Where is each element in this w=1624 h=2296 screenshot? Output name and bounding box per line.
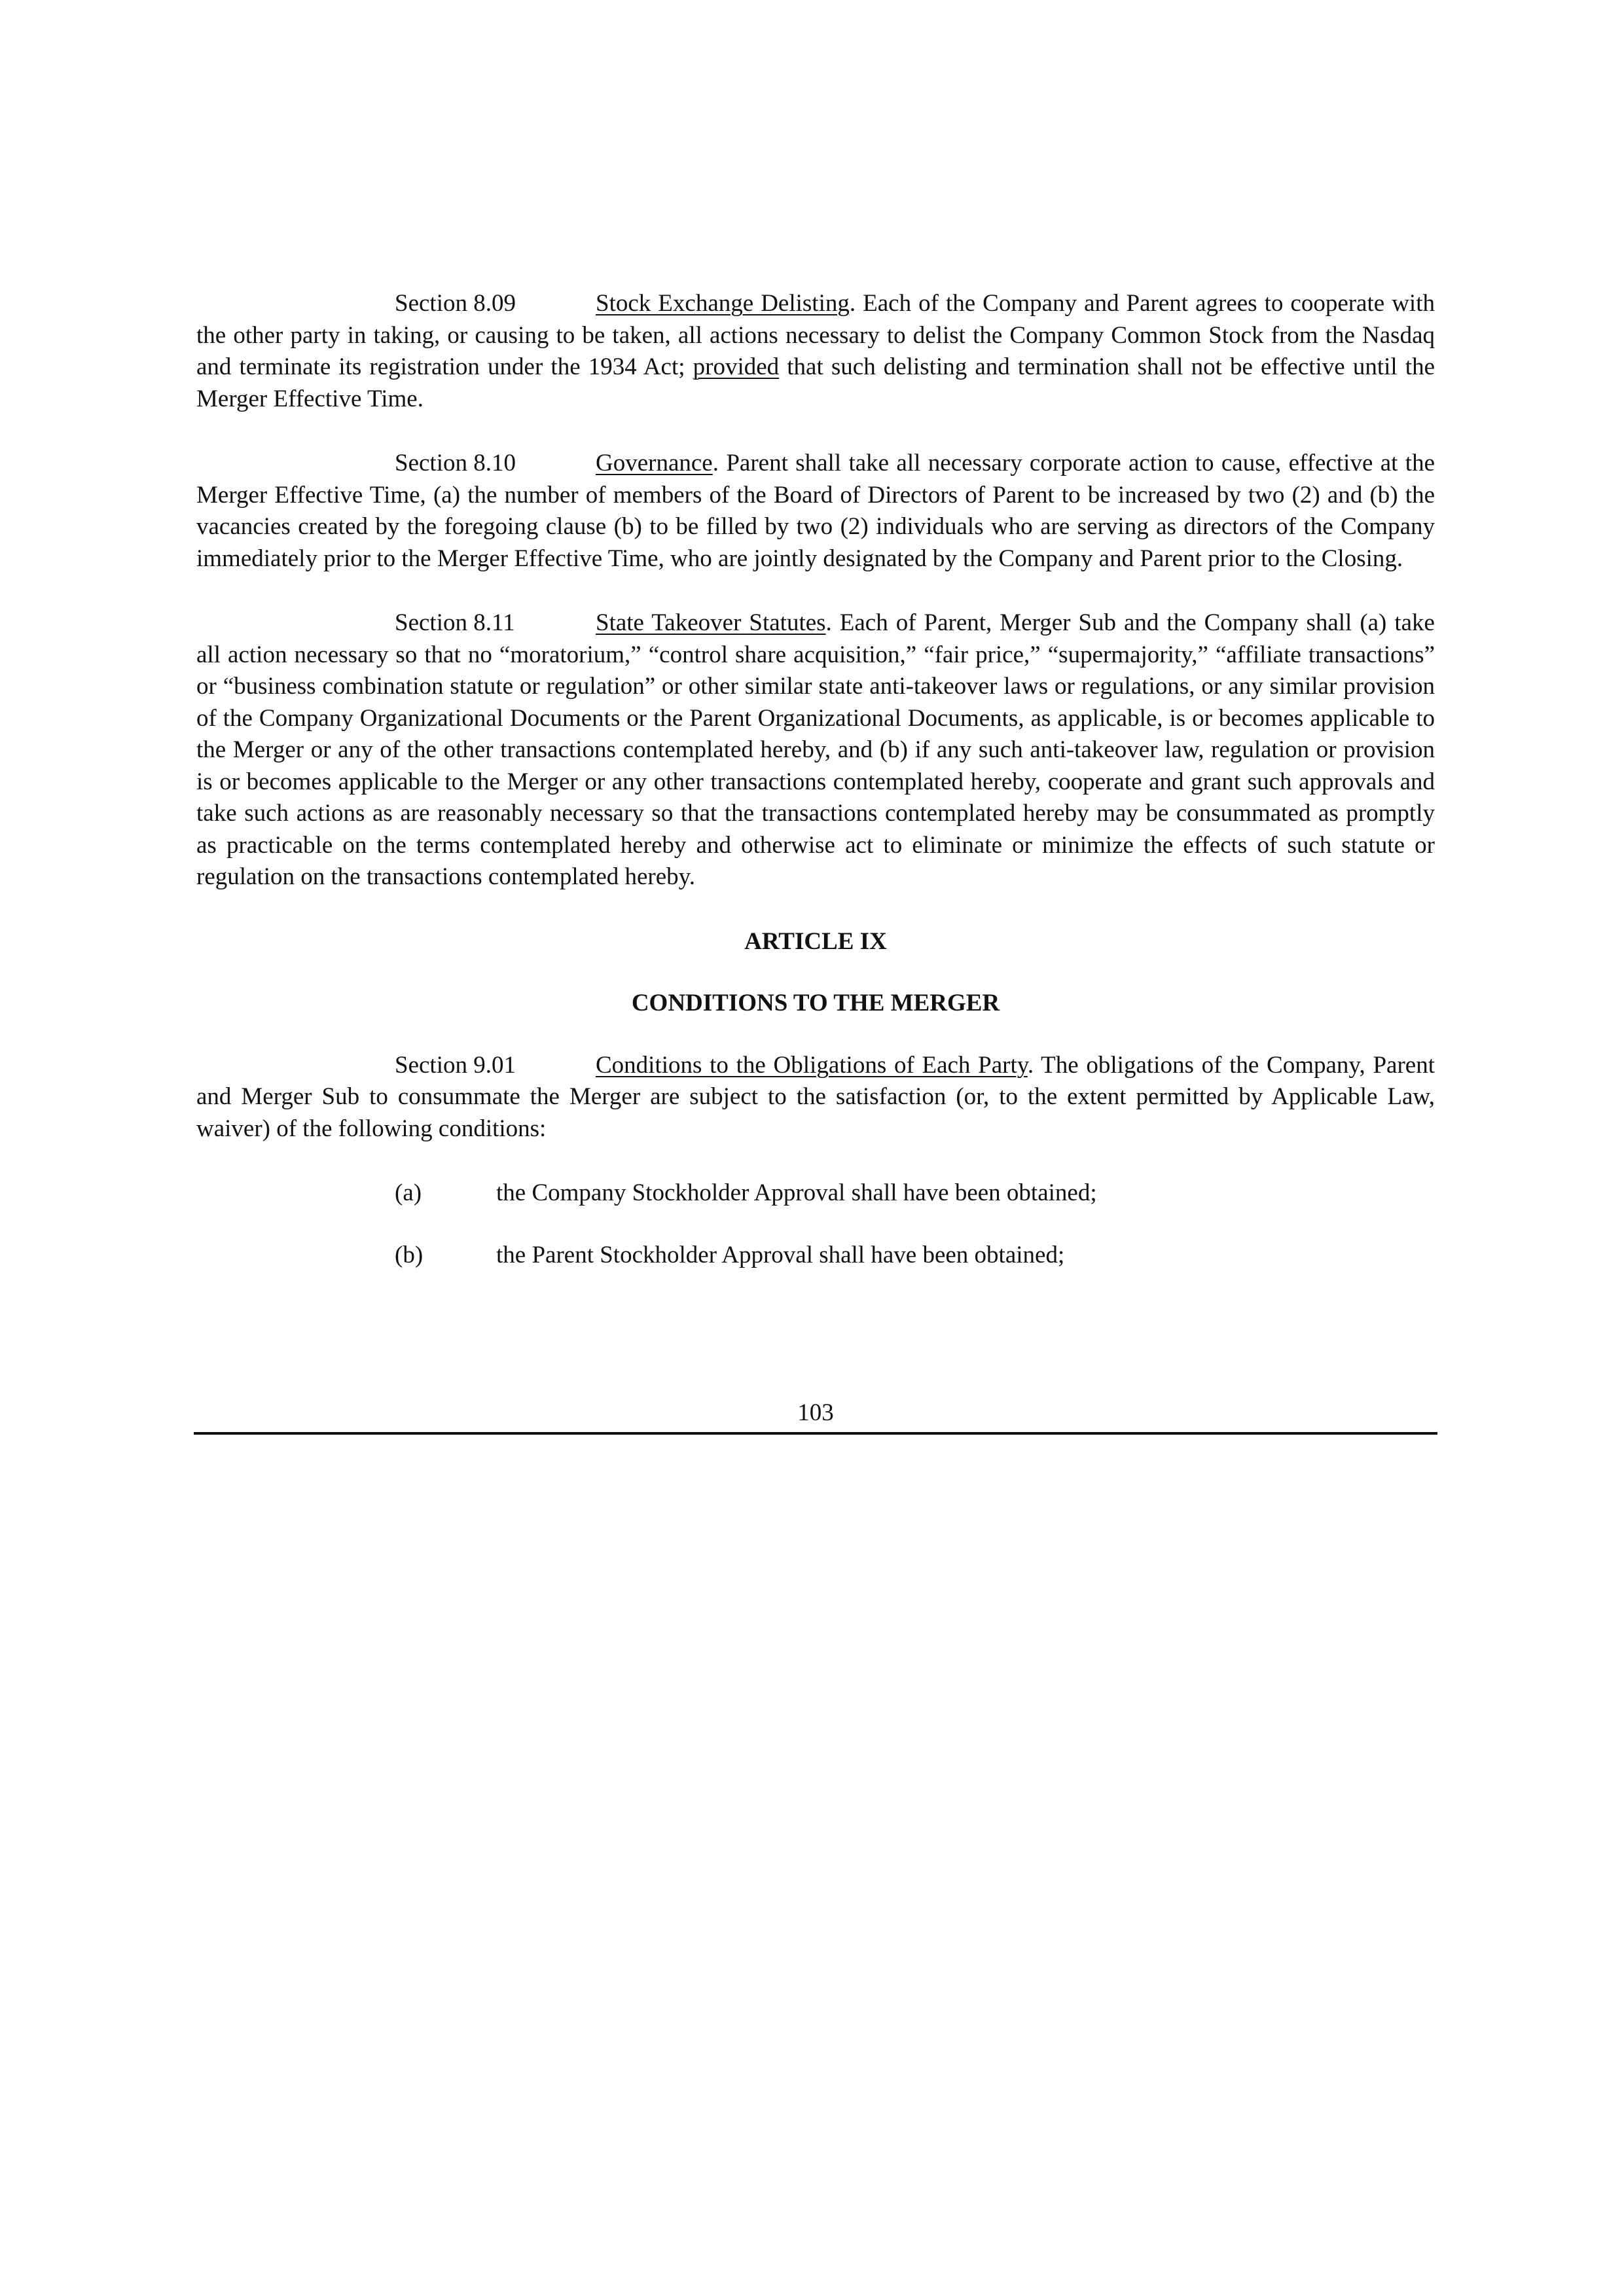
- section-body: . Each of Parent, Merger Sub and the Company shall (a) take all action necessary so that no “moratorium,” “control share acquisition,” “fair price,” “supermajority,” “affiliate transactions” or “business combination statute or regulation” or other similar state anti-takeover laws or regulations, or any similar provision of the Company Organizational Documents or the Parent Organizational Documents, as applicable, is or becomes applicable to the Merger or any of the other transactions contemplated hereby, and (b) if any such anti-takeover law, regulation or provision is or becomes applicable to the Merger or any other transactions contemplated hereby, cooperate and grant such approvals and take such actions as are reasonably necessary so that the transactions contemplated hereby may be consummated as promptly as practicable on the terms contemplated hereby and otherwise act to eliminate or minimize the effects of such statute or regulation on the transactions contemplated hereby.: [196, 609, 1435, 890]
- section-8-10: [196, 448, 1435, 575]
- article-heading: ARTICLE IX: [744, 927, 887, 955]
- section-body: . The obligations of the Company, Parent and Merger Sub to consummate the Merger are subject to the satisfaction (or, to the extent permitted by Applicable Law, waiver) of the following conditions:: [196, 1051, 1435, 1142]
- footer-rule: [194, 1432, 1437, 1435]
- article-subheading: CONDITIONS TO THE MERGER: [631, 990, 1000, 1016]
- section-title: Stock Exchange Delisting: [596, 290, 850, 317]
- section-body: . Parent shall take all necessary corporate action to cause, effective at the Merger Effective Time, (a) the number of members of the Board of Directors of Parent to be increased by two (2) and (b) the vacancies created by the foregoing clause (b) to be filled by two (2) individuals who are serving as directors of the Company immediately prior to the Merger Effective Time, who are jointly designated by the Company and Parent prior to the Closing.: [196, 450, 1435, 572]
- section-title: State Takeover Statutes: [596, 609, 826, 636]
- condition-item-a: [196, 1177, 1435, 1210]
- page-number: 103: [797, 1399, 834, 1426]
- section-number: Section 9.01: [395, 1051, 516, 1079]
- section-body-continued: that such delisting and termination shall not be effective until the Merger Effective Time.: [196, 353, 1435, 412]
- condition-text: the Company Stockholder Approval shall have been obtained;: [496, 1179, 1097, 1206]
- document-page: [196, 288, 1435, 1301]
- page-footer: [194, 1397, 1437, 1435]
- condition-text: the Parent Stockholder Approval shall have been obtained;: [496, 1241, 1065, 1268]
- condition-item-b: [196, 1240, 1435, 1272]
- section-9-01: [196, 1050, 1435, 1145]
- provided-term: provided: [693, 353, 780, 380]
- section-number: Section 8.10: [395, 450, 516, 476]
- section-8-11: [196, 607, 1435, 893]
- section-8-09: [196, 288, 1435, 415]
- condition-label: (b): [395, 1241, 424, 1268]
- section-title: Governance: [596, 450, 713, 476]
- section-title: Conditions to the Obligations of Each Party: [596, 1051, 1028, 1079]
- section-body: . Each of the Company and Parent agrees to cooperate with the other party in taking, or causing to be taken, all actions necessary to delist the Company Common Stock from the Nasdaq and terminate its registration under the 1934 Act;: [196, 290, 1435, 380]
- section-number: Section 8.11: [395, 609, 515, 636]
- condition-label: (a): [395, 1179, 422, 1206]
- section-number: Section 8.09: [395, 290, 516, 317]
